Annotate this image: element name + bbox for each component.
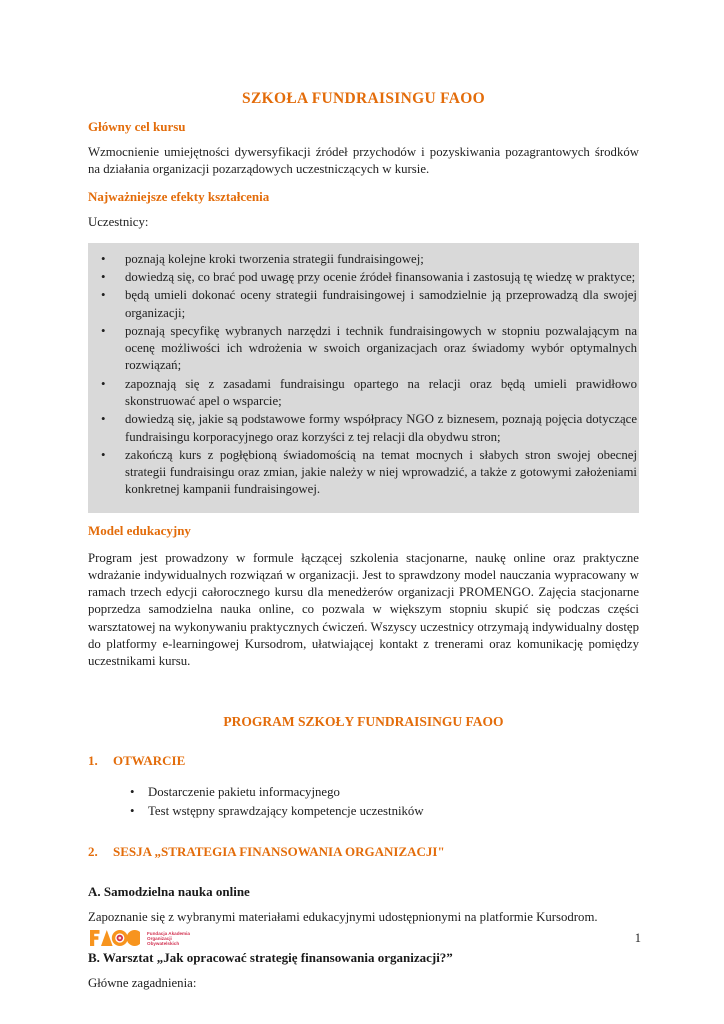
list-item: • poznają specyfikę wybranych narzędzi i technik fundraisingowych w stopniu pozwalającym na ocenę możliwości ich wdrożenia w swoich organizacjach oraz świadomy wybór optymalnych rozwiązań; [88,323,637,375]
goal-heading: Główny cel kursu [88,119,186,134]
subsection-b-heading: B. Warsztat „Jak opracować strategię finansowania organizacji?” [88,950,453,966]
list-item: • dowiedzą się, co brać pod uwagę przy ocenie źródeł finansowania i zastosują tę wiedzę w praktyce; [88,269,637,286]
subsection-b-text: Główne zagadnienia: [88,976,197,991]
program-item-label: OTWARCIE [113,753,186,769]
model-heading: Model edukacyjny [88,522,191,538]
program-item-label: SESJA „STRATEGIA FINANSOWANIA ORGANIZACJI" [113,844,445,860]
program-item-1-bullets [88,783,639,821]
document-title: SZKOŁA FUNDRAISINGU FAOO [242,90,485,107]
effects-highlight-box [88,243,639,513]
faoo-logo [90,929,190,947]
effects-list [88,251,637,499]
model-paragraph: Program jest prowadzony w formule łączącej szkolenia stacjonarne, naukę online oraz praktyczne wdrażanie indywidualnych rozwiązań w organizacji. Jest to sprawdzony model nauczania wypracowany w ramach trzech edycji całorocznego kursu dla menedżerów organizacji PROMENGO. Zajęcia stacjonarne poprzedza samodzielna nauka online, co pozwala w większym stopniu skupić się podczas części warsztatowej na wykonywaniu praktycznych ćwiczeń. Wszyscy uczestnicy otrzymają indywidualny dostęp do platformy e-learningowej Kursodrom, ułatwiającej kontakt z trenerami oraz komunikację pomiędzy uczestnikami kursu. [88,550,639,668]
logo-subtext-line: Organizacji [147,936,172,942]
subsection-a-heading: A. Samodzielna nauka online [88,884,250,900]
list-item: • Test wstępny sprawdzający kompetencje uczestników [88,802,639,821]
list-item: • zakończą kurs z pogłębioną świadomością na temat mocnych i słabych stron swojej obecnej strategii fundraisingu oraz zmian, jakie należy w niej wprowadzić, a także z gotowymi założeniami konkretnej kampanii fundraisingowej. [88,447,637,499]
document-content [88,0,639,993]
list-item: • dowiedzą się, jakie są podstawowe formy współpracy NGO z biznesem, poznają pojęcia dotyczące fundraisingu korporacyjnego oraz korzyści z tej relacji dla obydwu stron; [88,411,637,446]
faoo-logo-subtext [147,931,190,947]
program-item-number: 2. [88,844,98,860]
program-item-number: 1. [88,753,98,769]
program-item-2-heading [88,844,639,860]
logo-subtext-line: Fundacja Akademia [147,931,190,936]
program-title: PROGRAM SZKOŁY FUNDRAISINGU FAOO [223,714,504,730]
effects-heading: Najważniejsze efekty kształcenia [88,189,270,205]
program-item-1-heading [88,753,639,769]
effects-intro: Uczestnicy: [88,215,149,230]
page-number: 1 [634,931,641,945]
list-item: • zapoznają się z zasadami fundraisingu opartego na relacji oraz będą umieli prawidłowo skonstruować apel o wsparcie; [88,376,637,411]
logo-subtext-line: Obywatelskich [147,941,180,947]
faoo-logo-icon [90,929,140,947]
list-item: • będą umieli dokonać oceny strategii fundraisingowej i samodzielnie ją przeprowadzą dla swojej organizacji; [88,287,637,322]
goal-paragraph: Wzmocnienie umiejętności dywersyfikacji źródeł przychodów i pozyskiwania pozagrantowych środków na działania organizacji pozarządowych uczestniczących w kursie. [88,145,639,177]
list-item: • Dostarczenie pakietu informacyjnego [88,783,639,802]
list-item: • poznają kolejne kroki tworzenia strategii fundraisingowej; [88,251,637,268]
subsection-a-text: Zapoznanie się z wybranymi materiałami edukacyjnymi udostępnionymi na platformie Kursodrom. [88,910,598,925]
